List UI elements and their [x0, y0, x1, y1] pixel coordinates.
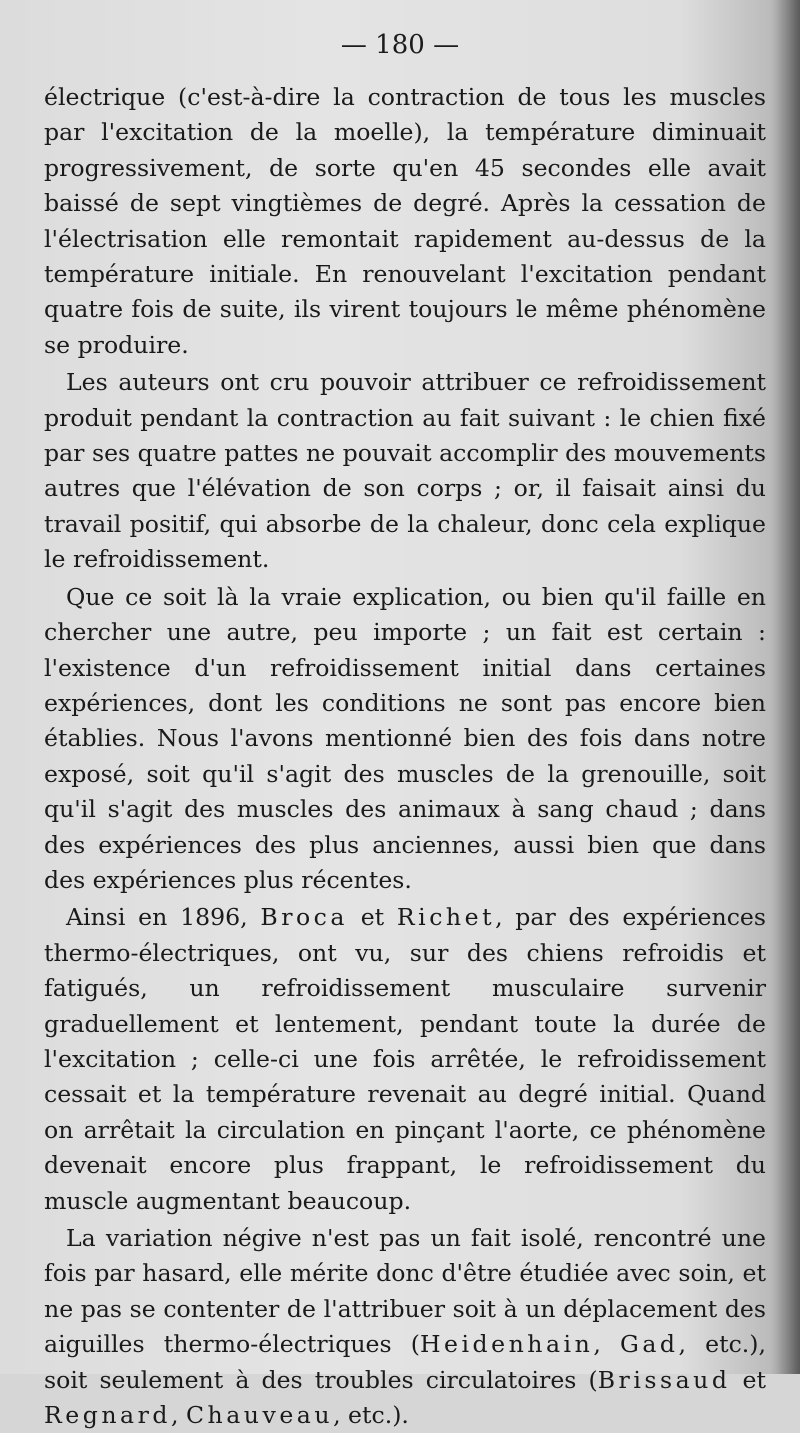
text-segment: La variation négive n'est pas un fait isolé, rencontré une fois par hasard, elle mérite donc d'être étudiée avec soin, et ne pas se contenter de l'attribuer soit à un déplacement des aiguilles thermo-électriques (: [44, 1224, 766, 1359]
text-segment: , par des expériences thermo-électriques, ont vu, sur des chiens refroidis et fatigués, un refroidissement musculaire survenir graduellement et lentement, pendant toute la durée de l'excitation ; celle-ci une fois arrêtée, le refroidissement cessait et la température revenait au degré initial. Quand on arrêtait la circulation en pinçant l'aorte, ce phénomène devenait encore plus frappant, le refroidissement du muscle augmentant beaucoup.: [44, 903, 766, 1215]
author-name: Gad: [619, 1330, 679, 1359]
paragraph: [44, 365, 766, 577]
author-name: Regnard: [44, 1401, 171, 1430]
text-segment: Ainsi en 1896,: [66, 903, 261, 932]
author-name: Richet: [396, 903, 496, 932]
text-segment: Que ce soit là la vraie explication, ou bien qu'il faille en chercher une autre, peu importe ; un fait est certain : l'existence d'un refroidissement initial dans certaines expériences, dont les conditions ne sont pas encore bien établies. Nous l'avons mentionné bien des fois dans notre exposé, soit qu'il s'agit des muscles de la grenouille, soit qu'il s'agit des muscles des animaux à sang chaud ; dans des expériences des plus anciennes, aussi bien que dans des expériences plus récentes.: [44, 582, 766, 894]
text-segment: Les auteurs ont cru pouvoir attribuer ce refroidissement produit pendant la contraction au fait suivant : le chien fixé par ses quatre pattes ne pouvait accomplir des mouvements autres que l'élévation de son corps ; or, il faisait ainsi du travail positif, qui absorbe de la chaleur, donc cela explique le refroidissement.: [44, 368, 766, 574]
paragraph: [44, 80, 766, 363]
text-segment: , etc.).: [333, 1401, 409, 1430]
author-name: Broca: [260, 903, 348, 932]
author-name: Brissaud: [597, 1365, 731, 1394]
page-number: — 180 —: [340, 30, 460, 60]
paragraph: [44, 900, 766, 1219]
author-name: Chauveau: [185, 1401, 334, 1430]
text-segment: ,: [170, 1401, 186, 1430]
text-segment: ,: [593, 1330, 620, 1359]
text-segment: , etc.), soit seulement à des troubles circulatoires (: [44, 1330, 767, 1394]
text-segment: et: [347, 903, 397, 932]
body-text: [44, 80, 766, 1433]
text-segment: électrique (c'est-à-dire la contraction de tous les muscles par l'excitation de la moelle), la température diminuait progressivement, de sorte qu'en 45 secondes elle avait baissé de sept vingtièmes de degré. Après la cessation de l'électrisation elle remontait rapidement au-dessus de la température initiale. En renouvelant l'excitation pendant quatre fois de suite, ils virent toujours le même phénomène se produire.: [44, 83, 766, 359]
paragraph: [44, 580, 766, 899]
paragraph: [44, 1221, 766, 1433]
text-segment: et: [730, 1365, 766, 1394]
binding-shadow: [770, 0, 800, 1374]
author-name: Heidenhain: [419, 1330, 594, 1359]
